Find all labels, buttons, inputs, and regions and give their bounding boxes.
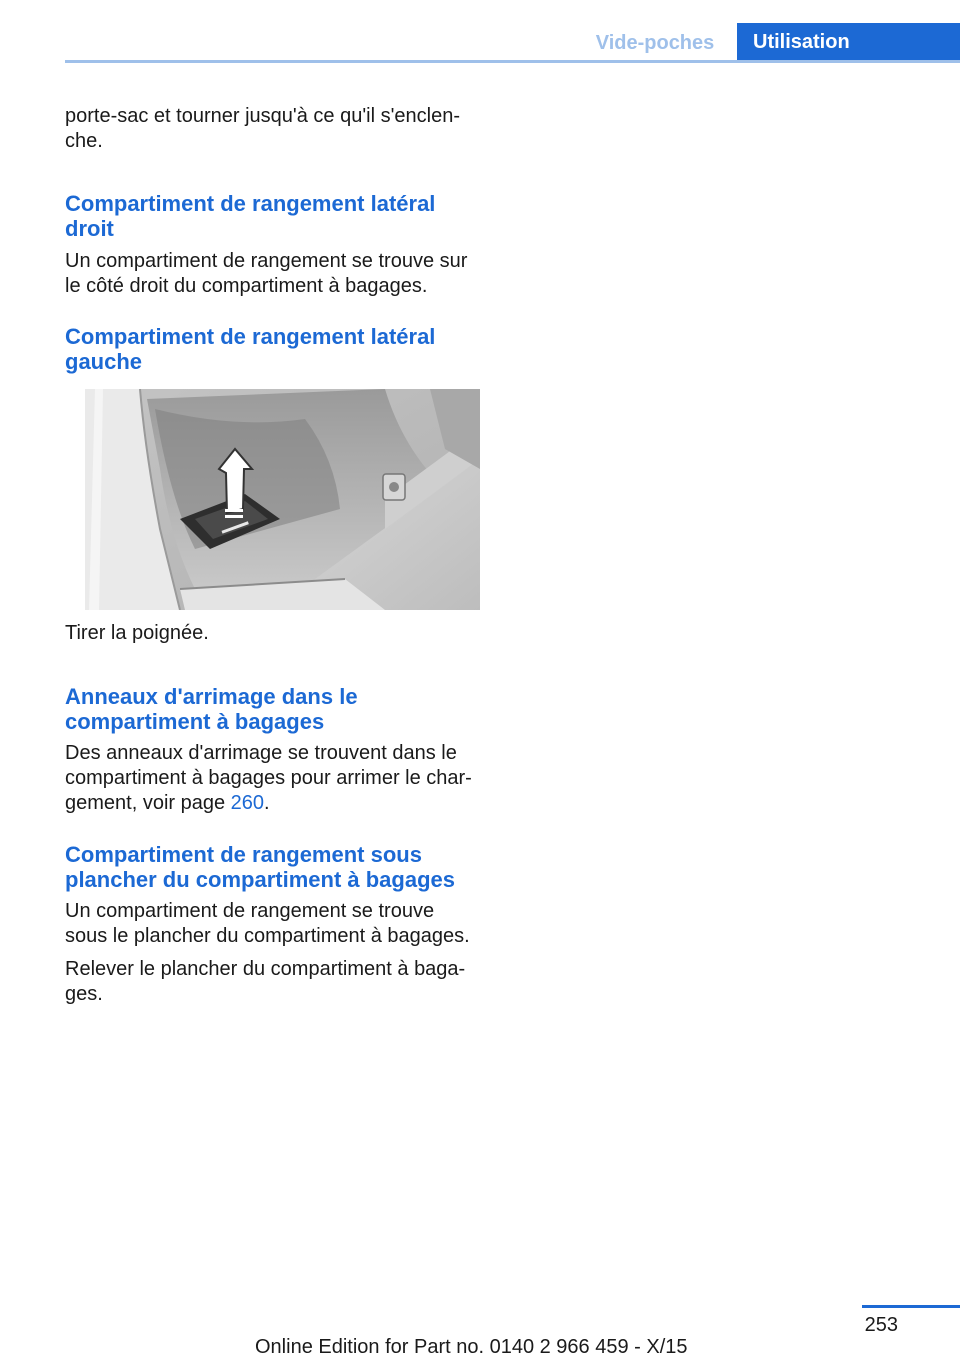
heading-line: Compartiment de rangement latéral	[65, 191, 436, 216]
heading-line: gauche	[65, 349, 143, 374]
paragraph-raise-floor	[65, 957, 480, 1007]
body-line: Des anneaux d'arrimage se trouvent dans le	[65, 742, 457, 764]
body-line: Un compartiment de rangement se trouve	[65, 900, 435, 922]
page-number: 253	[864, 1314, 898, 1336]
heading-tie-down-rings	[65, 684, 480, 734]
body-line: le côté droit du compartiment à bagages.	[65, 275, 428, 297]
trunk-compartment-illustration	[85, 389, 480, 610]
paragraph-underfloor-compartment	[65, 899, 480, 949]
body-text-segment: gement, voir page	[65, 792, 231, 814]
page-reference-link[interactable]: 260	[230, 792, 265, 814]
heading-line: compartiment à bagages	[65, 709, 325, 734]
header-divider	[65, 60, 960, 63]
body-line: sous le plancher du compartiment à bagages.	[65, 925, 470, 947]
caption-text: Tirer la poignée.	[65, 622, 209, 644]
body-text-segment: .	[264, 792, 270, 814]
body-line: Relever le plancher du compartiment à baga-	[65, 958, 466, 980]
heading-line: Anneaux d'arrimage dans le	[65, 684, 358, 709]
intro-line: porte-sac et tourner jusqu'à ce qu'il s'enclen-	[65, 105, 460, 127]
intro-paragraph	[65, 104, 480, 154]
header-chapter-tab: Utilisation	[737, 23, 960, 61]
body-line: ges.	[65, 983, 103, 1005]
header-section-title: Vide-poches	[595, 32, 715, 54]
heading-line: plancher du compartiment à bagages	[65, 867, 455, 892]
heading-underfloor-compartment	[65, 842, 480, 892]
heading-left-compartment	[65, 324, 480, 374]
paragraph-tie-down-rings	[65, 741, 480, 816]
body-line	[65, 791, 480, 816]
body-line: Un compartiment de rangement se trouve sur	[65, 250, 468, 272]
paragraph-right-compartment	[65, 249, 480, 299]
page-number-rule	[862, 1305, 960, 1308]
heading-line: droit	[65, 216, 114, 241]
heading-line: Compartiment de rangement latéral	[65, 324, 436, 349]
heading-right-compartment	[65, 191, 480, 241]
intro-line: che.	[65, 130, 103, 152]
heading-line: Compartiment de rangement sous	[65, 842, 422, 867]
body-line: compartiment à bagages pour arrimer le char-	[65, 767, 472, 789]
figure-caption	[65, 621, 480, 646]
edition-footer: Online Edition for Part no. 0140 2 966 459 - X/15	[255, 1336, 688, 1358]
